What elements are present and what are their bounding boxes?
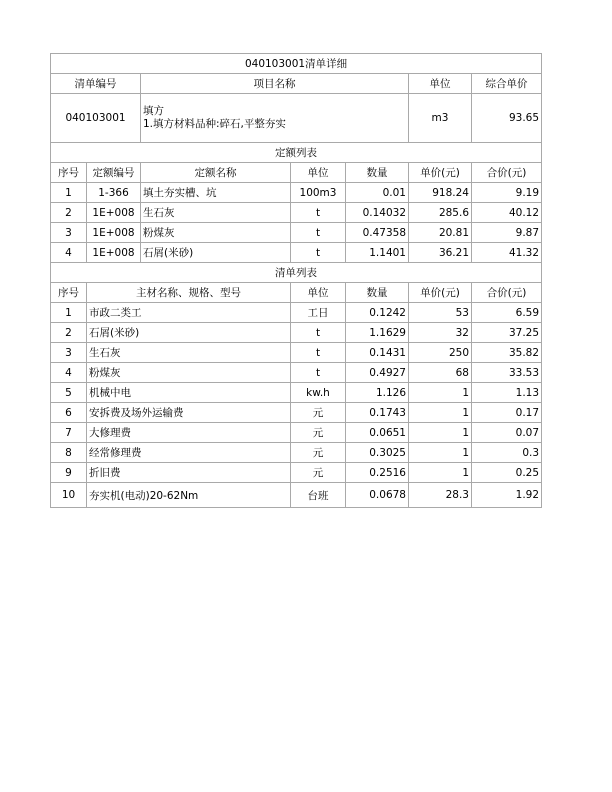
material-total: 0.07 (472, 423, 542, 443)
material-total: 6.59 (472, 303, 542, 323)
unit-header: 单位 (409, 74, 472, 94)
item-row (51, 94, 542, 143)
quota-qty: 0.14032 (346, 203, 409, 223)
material-qty: 0.2516 (346, 463, 409, 483)
material-no: 6 (51, 403, 87, 423)
material-qty: 0.4927 (346, 363, 409, 383)
material-name: 大修理费 (87, 423, 291, 443)
item-name-line2: 1.填方材料品种:碎石,平整夯实 (143, 118, 286, 130)
material-no: 2 (51, 323, 87, 343)
quota-name: 石屑(米砂) (141, 243, 291, 263)
material-row (51, 363, 542, 383)
material-name: 夯实机(电动)20-62Nm (87, 483, 291, 508)
material-unit: 元 (291, 403, 346, 423)
material-price: 1 (409, 443, 472, 463)
materials-col-price: 单价(元) (409, 283, 472, 303)
quota-total: 9.19 (472, 183, 542, 203)
quota-col-qty: 数量 (346, 163, 409, 183)
quota-row (51, 183, 542, 203)
material-unit: 台班 (291, 483, 346, 508)
quota-name: 粉煤灰 (141, 223, 291, 243)
material-total: 1.13 (472, 383, 542, 403)
material-no: 8 (51, 443, 87, 463)
material-price: 68 (409, 363, 472, 383)
material-unit: t (291, 363, 346, 383)
material-name: 石屑(米砂) (87, 323, 291, 343)
material-no: 1 (51, 303, 87, 323)
quota-section-row (51, 143, 542, 163)
title-row (51, 54, 542, 74)
material-unit: t (291, 343, 346, 363)
quota-unit: t (291, 203, 346, 223)
quota-row (51, 223, 542, 243)
quota-price: 20.81 (409, 223, 472, 243)
quota-total: 40.12 (472, 203, 542, 223)
material-total: 33.53 (472, 363, 542, 383)
material-price: 1 (409, 383, 472, 403)
code-header: 清单编号 (51, 74, 141, 94)
item-unit: m3 (409, 94, 472, 143)
material-qty: 1.1629 (346, 323, 409, 343)
quota-qty: 1.1401 (346, 243, 409, 263)
material-no: 3 (51, 343, 87, 363)
header-row (51, 74, 542, 94)
material-row (51, 323, 542, 343)
material-name: 粉煤灰 (87, 363, 291, 383)
name-header: 项目名称 (141, 74, 409, 94)
material-price: 1 (409, 463, 472, 483)
material-row (51, 483, 542, 508)
material-row (51, 443, 542, 463)
material-name: 机械中电 (87, 383, 291, 403)
material-total: 0.17 (472, 403, 542, 423)
material-qty: 0.1242 (346, 303, 409, 323)
material-total: 0.3 (472, 443, 542, 463)
quota-no: 2 (51, 203, 87, 223)
quota-total: 41.32 (472, 243, 542, 263)
quota-code: 1E+008 (87, 203, 141, 223)
quota-price: 285.6 (409, 203, 472, 223)
materials-section-row (51, 263, 542, 283)
material-name: 折旧费 (87, 463, 291, 483)
material-qty: 0.1431 (346, 343, 409, 363)
materials-header-row (51, 283, 542, 303)
material-qty: 0.3025 (346, 443, 409, 463)
item-name-line1: 填方 (143, 105, 164, 117)
material-qty: 0.0678 (346, 483, 409, 508)
material-unit: 工日 (291, 303, 346, 323)
quota-code: 1E+008 (87, 243, 141, 263)
quota-header-row (51, 163, 542, 183)
materials-col-no: 序号 (51, 283, 87, 303)
quota-qty: 0.01 (346, 183, 409, 203)
quota-row (51, 243, 542, 263)
material-no: 10 (51, 483, 87, 508)
material-price: 28.3 (409, 483, 472, 508)
quota-name: 填土夯实槽、坑 (141, 183, 291, 203)
quota-no: 4 (51, 243, 87, 263)
material-unit: kw.h (291, 383, 346, 403)
material-row (51, 423, 542, 443)
quota-row (51, 203, 542, 223)
quota-col-code: 定额编号 (87, 163, 141, 183)
quota-col-total: 合价(元) (472, 163, 542, 183)
materials-col-qty: 数量 (346, 283, 409, 303)
material-unit: 元 (291, 443, 346, 463)
material-qty: 0.1743 (346, 403, 409, 423)
quota-price: 918.24 (409, 183, 472, 203)
bill-detail-table (50, 53, 542, 508)
quota-unit: 100m3 (291, 183, 346, 203)
quota-col-name: 定额名称 (141, 163, 291, 183)
quota-unit: t (291, 243, 346, 263)
material-name: 生石灰 (87, 343, 291, 363)
item-name (141, 94, 409, 143)
material-name: 经常修理费 (87, 443, 291, 463)
material-no: 9 (51, 463, 87, 483)
material-price: 1 (409, 423, 472, 443)
material-no: 7 (51, 423, 87, 443)
material-no: 4 (51, 363, 87, 383)
material-price: 1 (409, 403, 472, 423)
material-row (51, 403, 542, 423)
quota-code: 1E+008 (87, 223, 141, 243)
material-unit: t (291, 323, 346, 343)
material-total: 35.82 (472, 343, 542, 363)
material-unit: 元 (291, 463, 346, 483)
quota-no: 1 (51, 183, 87, 203)
quota-col-price: 单价(元) (409, 163, 472, 183)
quota-col-no: 序号 (51, 163, 87, 183)
quota-unit: t (291, 223, 346, 243)
quota-price: 36.21 (409, 243, 472, 263)
quota-code: 1-366 (87, 183, 141, 203)
quota-qty: 0.47358 (346, 223, 409, 243)
material-price: 32 (409, 323, 472, 343)
material-name: 安拆费及场外运输费 (87, 403, 291, 423)
material-qty: 1.126 (346, 383, 409, 403)
material-no: 5 (51, 383, 87, 403)
quota-name: 生石灰 (141, 203, 291, 223)
quota-no: 3 (51, 223, 87, 243)
quota-section-title: 定额列表 (51, 143, 542, 163)
item-price: 93.65 (472, 94, 542, 143)
material-row (51, 343, 542, 363)
item-code: 040103001 (51, 94, 141, 143)
material-unit: 元 (291, 423, 346, 443)
material-row (51, 303, 542, 323)
quota-col-unit: 单位 (291, 163, 346, 183)
material-qty: 0.0651 (346, 423, 409, 443)
material-total: 37.25 (472, 323, 542, 343)
materials-col-unit: 单位 (291, 283, 346, 303)
material-total: 0.25 (472, 463, 542, 483)
sheet-title: 040103001清单详细 (51, 54, 542, 74)
materials-section-title: 清单列表 (51, 263, 542, 283)
materials-col-name: 主材名称、规格、型号 (87, 283, 291, 303)
material-row (51, 383, 542, 403)
price-header: 综合单价 (472, 74, 542, 94)
material-row (51, 463, 542, 483)
material-price: 53 (409, 303, 472, 323)
quota-total: 9.87 (472, 223, 542, 243)
materials-col-total: 合价(元) (472, 283, 542, 303)
material-total: 1.92 (472, 483, 542, 508)
material-name: 市政二类工 (87, 303, 291, 323)
material-price: 250 (409, 343, 472, 363)
